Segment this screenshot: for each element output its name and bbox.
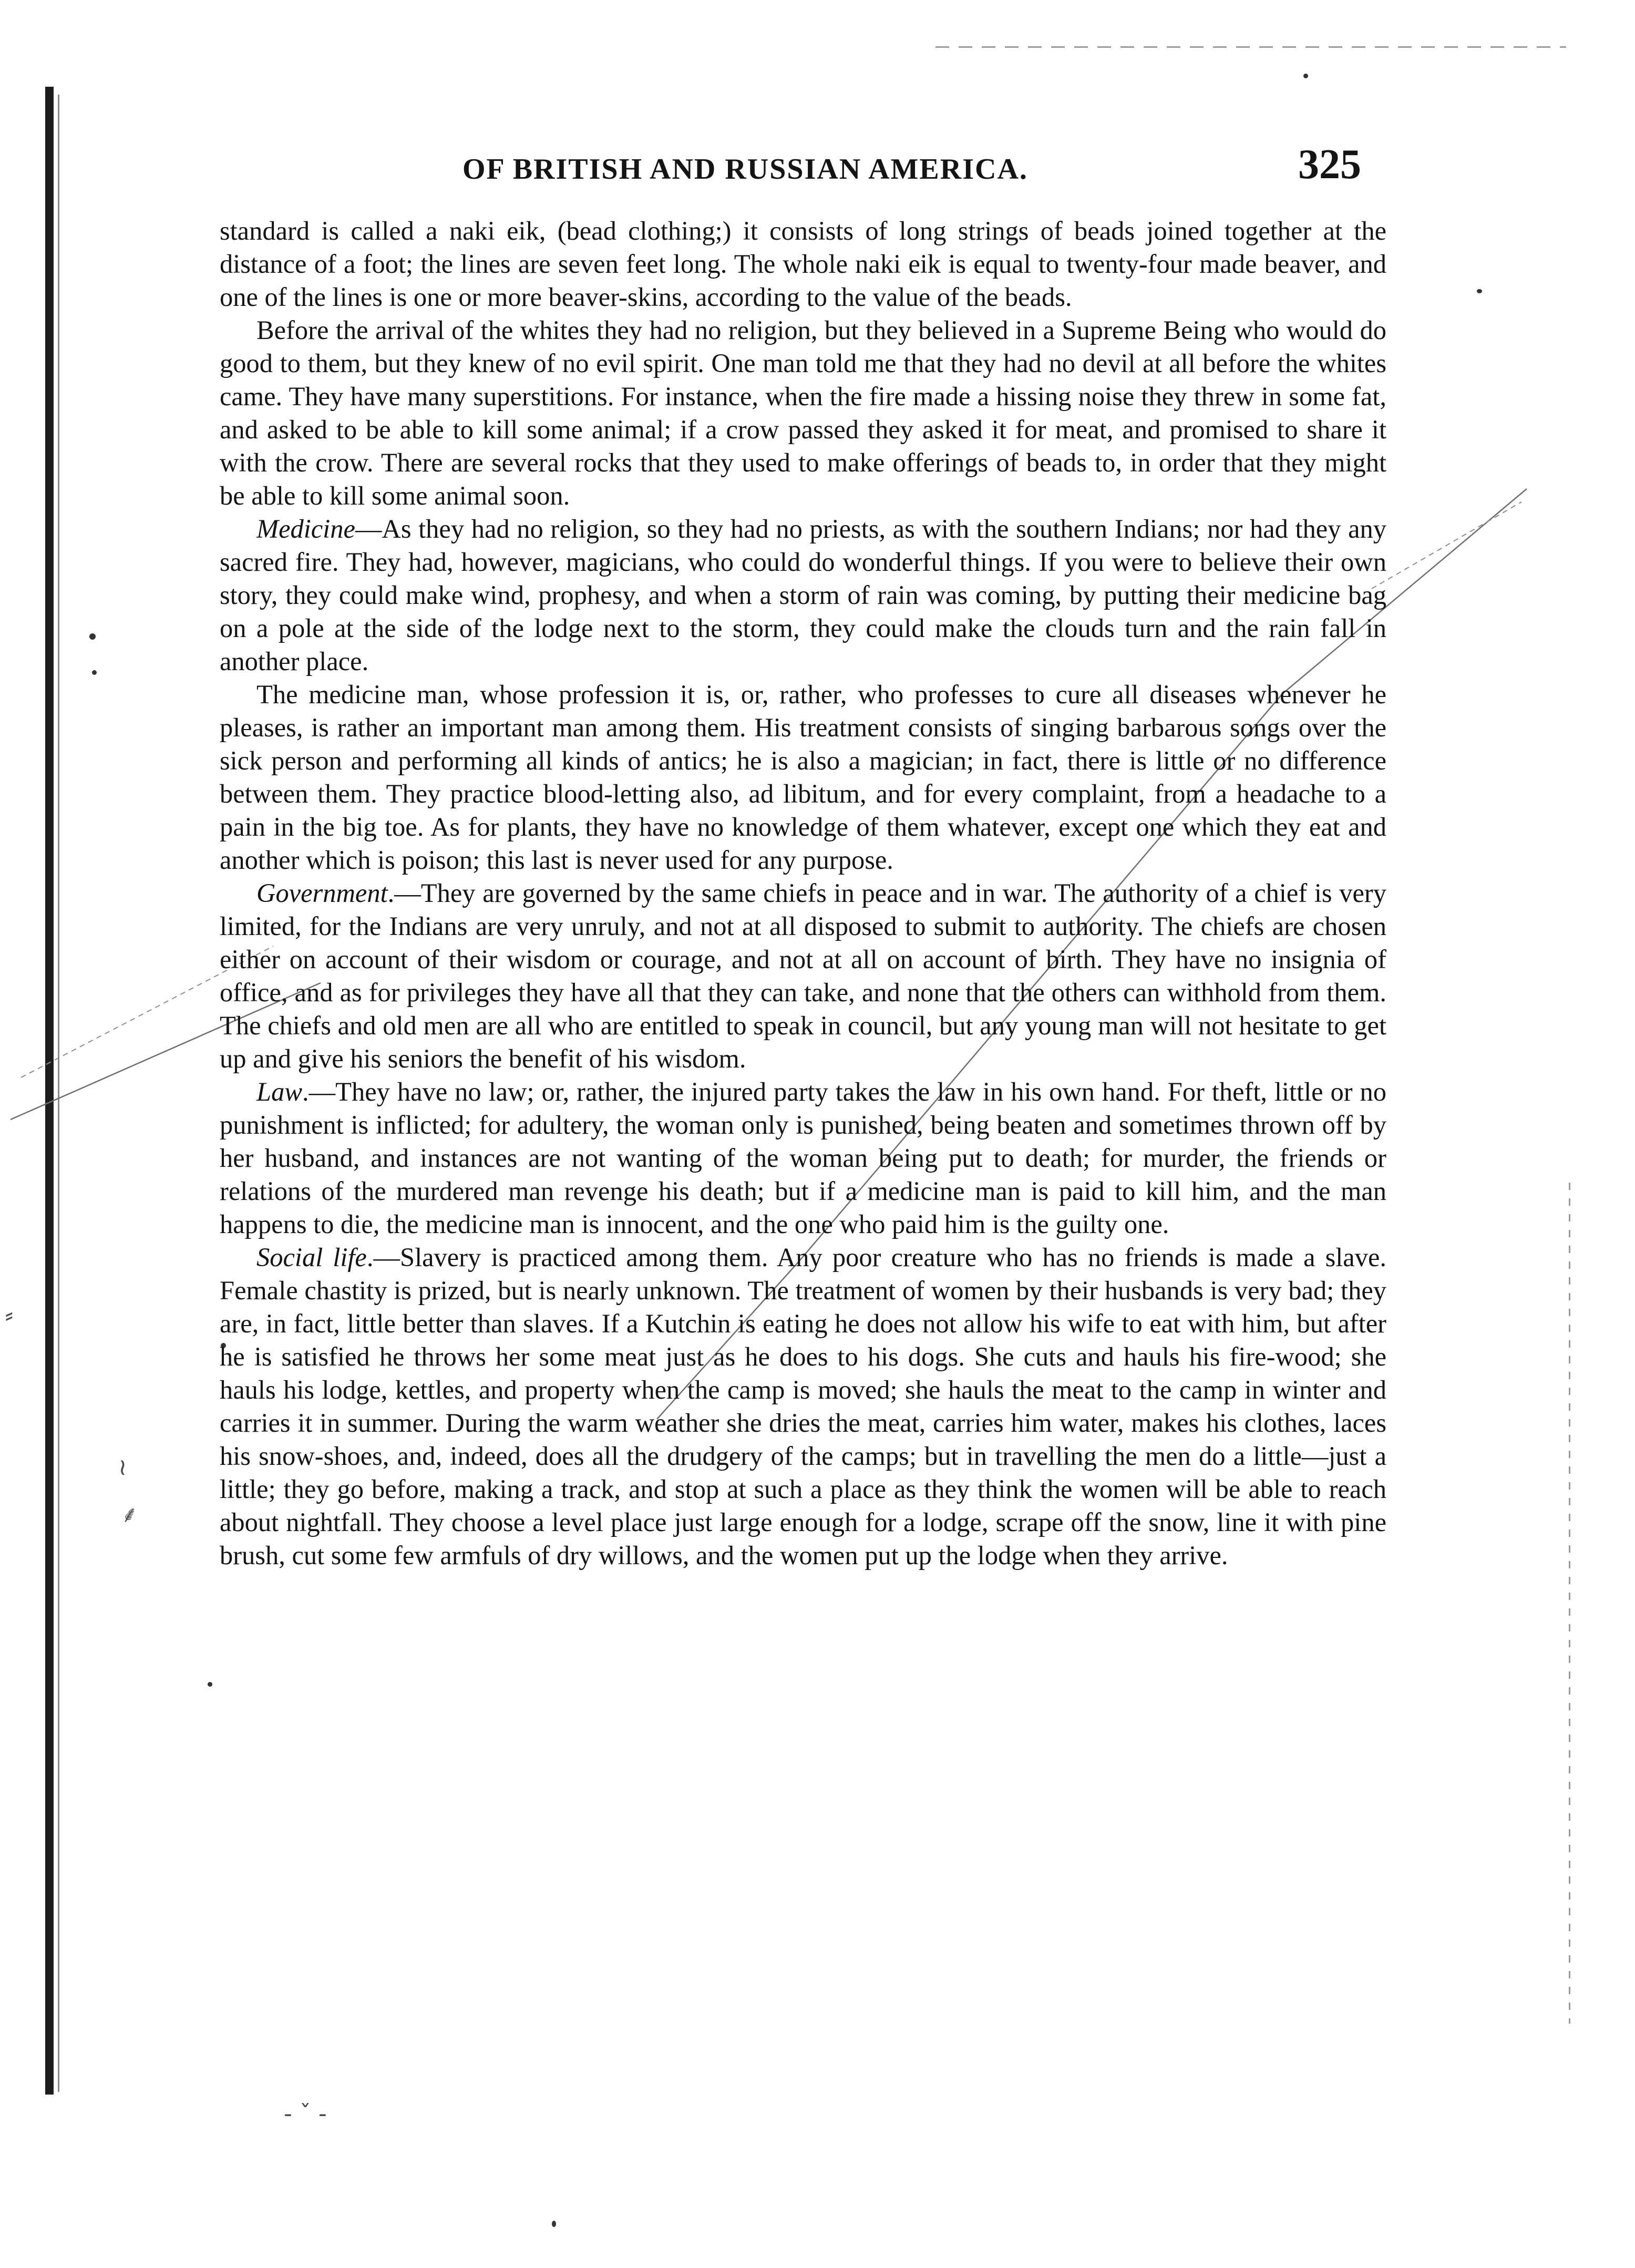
page-number: 325 (1298, 141, 1361, 188)
margin-speck (1477, 289, 1482, 293)
section-heading: Medicine (256, 514, 355, 543)
margin-speck (89, 633, 96, 640)
scan-binding-edge (45, 87, 54, 2095)
section-heading: Law (256, 1077, 303, 1106)
paragraph-text: Before the arrival of the whites they had no religion, but they believed in a Supreme Being who would do good to them, but they knew of no evil spirit. One man told me that they had no devil at all before the whites came. They have many superstitions. For instance, when the fire made a hissing noise they threw in some fat, and asked to be able to kill some animal; if a crow passed they asked it for meat, and promised to share it with the crow. There are several rocks that they used to make offerings of beads to, in order that they might be able to kill some animal soon. (220, 315, 1386, 510)
margin-speck (92, 670, 97, 675)
margin-scribble: ⸗ (5, 1301, 13, 1328)
page-header (221, 141, 1377, 199)
margin-speck (208, 1682, 212, 1687)
scan-binding-shadow (58, 95, 59, 2092)
paragraph-text: .—They have no law; or, rather, the injured party takes the law in his own hand. For theft, little or no punishment is inflicted; for adultery, the woman only is punished, being beaten and sometimes thrown off by her husband, and instances are not wanting of the woman being put to death; for murder, the friends or relations of the murdered man revenge his death; but if a medicine man is paid to kill him, and the man happens to die, the medicine man is innocent, and the one who paid him is the guilty one. (220, 1077, 1386, 1239)
section-heading: Social life (256, 1243, 367, 1272)
margin-speck (1303, 74, 1308, 78)
paragraph (220, 678, 1386, 877)
scan-right-rule (1569, 1183, 1570, 2024)
paragraph (220, 1241, 1386, 1572)
margin-scribble: ⸙ (121, 1501, 138, 1528)
paragraph-text: .—They are governed by the same chiefs in peace and in war. The authority of a chief is very limited, for the Indians are very unruly, and not at all disposed to submit to authority. The chiefs are chosen either on account of their wisdom or courage, and not at all on account of birth. They have no insignia of office, and as for privileges they have all that they can take, and none that the others can withhold from them. The chiefs and old men are all who are entitled to speak in council, but any young man will not hesitate to get up and give his seniors the benefit of his wisdom. (220, 878, 1386, 1073)
margin-scribble: - ˇ - (284, 2100, 327, 2127)
section-heading: Government (256, 878, 388, 908)
paragraph-text: .—Slavery is practiced among them. Any poor creature who has no friends is made a slave. Female chastity is prized, but is nearly unknown. The treatment of women by their husbands is very bad; they are, in fact, little better than slaves. If a Kutchin is eating he does not allow his wife to eat with him, but after he is satisfied he throws her some meat just as he does to his dogs. She cuts and hauls his fire-wood; she hauls his lodge, kettles, and property when the camp is moved; she hauls the meat to the camp in winter and carries it in summer. During the warm weather she dries the meat, carries him water, makes his clothes, laces his snow-shoes, and, indeed, does all the drudgery of the camps; but in travelling the men do a little—just a little; they go before, making a track, and stop at such a place as they think the women will be able to reach about nightfall. They choose a level place just large enough for a lodge, scrape off the snow, line it with pine brush, cut some few armfuls of dry willows, and the women put up the lodge when they arrive. (220, 1243, 1386, 1570)
running-head: OF BRITISH AND RUSSIAN AMERICA. (462, 153, 1028, 186)
paragraph (220, 877, 1386, 1075)
page-body (220, 214, 1386, 1572)
margin-scribble: ≀ (118, 1454, 127, 1481)
scan-top-rule (935, 46, 1566, 48)
paragraph-text: standard is called a naki eik, (bead clothing;) it consists of long strings of beads joined together at the distance of a foot; the lines are seven feet long. The whole naki eik is equal to twenty-four made beaver, and one of the lines is one or more beaver-skins, according to the value of the beads. (220, 216, 1386, 312)
paragraph (220, 314, 1386, 512)
paragraph-text: —As they had no religion, so they had no priests, as with the southern Indians; nor had they any sacred fire. They had, however, magicians, who could do wonderful things. If you were to believe their own story, they could make wind, prophesy, and when a storm of rain was coming, by putting their medicine bag on a pole at the side of the lodge next to the storm, they could make the clouds turn and the rain fall in another place. (220, 514, 1386, 676)
margin-speck (552, 2221, 556, 2227)
paragraph-text: The medicine man, whose profession it is, or, rather, who professes to cure all diseases whenever he pleases, is rather an important man among them. His treatment consists of singing barbarous songs over the sick person and performing all kinds of antics; he is also a magician; in fact, there is little or no difference between them. They practice blood-letting also, ad libitum, and for every complaint, from a headache to a pain in the big toe. As for plants, they have no knowledge of them whatever, except one which they eat and another which is poison; this last is never used for any purpose. (220, 680, 1386, 875)
paragraph (220, 214, 1386, 314)
paragraph (220, 512, 1386, 678)
paragraph (220, 1075, 1386, 1241)
